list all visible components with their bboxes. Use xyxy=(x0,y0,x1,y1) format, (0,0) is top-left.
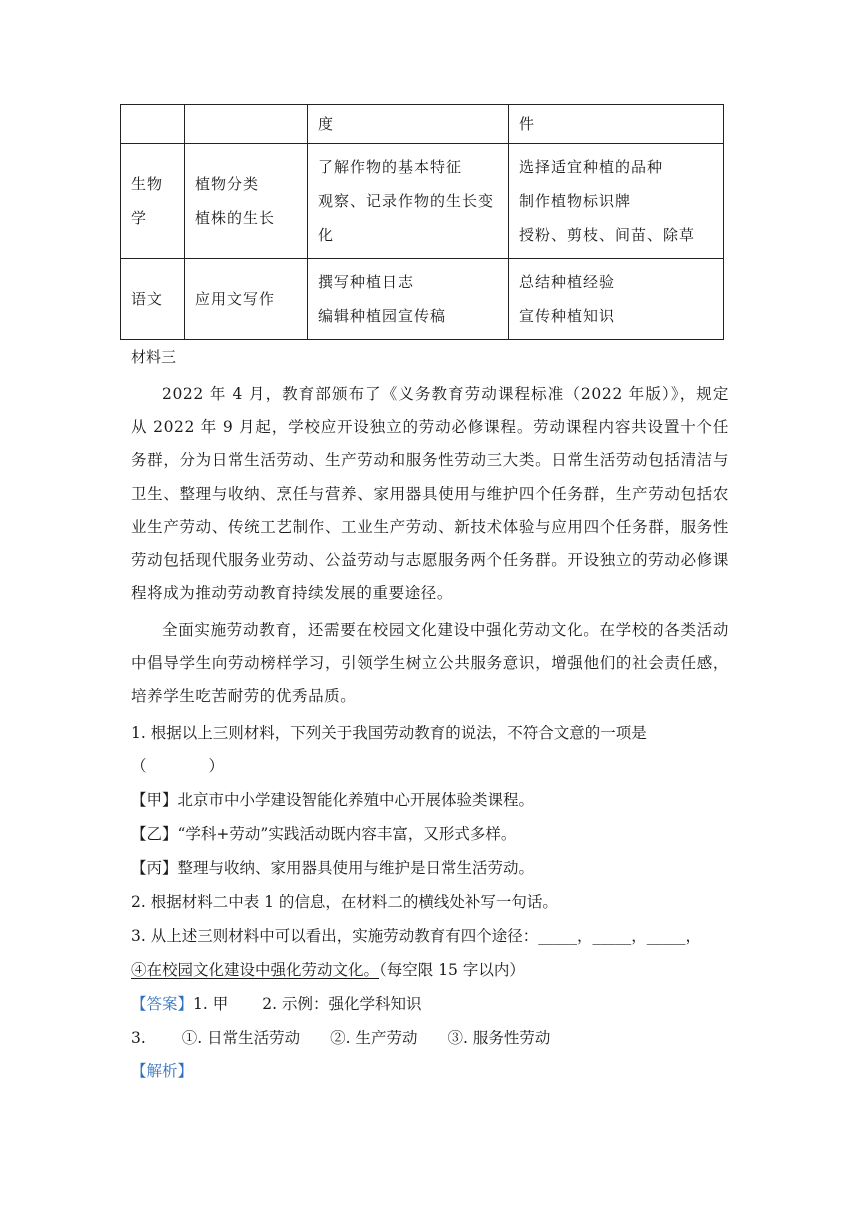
table-cell xyxy=(308,259,509,340)
answer-label: 【答案】 xyxy=(131,995,194,1013)
cell-text: 编辑种植园宣传稿 xyxy=(318,307,447,325)
cell-text: 植物分类 xyxy=(195,175,260,193)
material-heading: 材料三 xyxy=(131,348,177,366)
question-2: 2. 根据材料二中表 1 的信息，在材料二的横线处补写一句话。 xyxy=(131,893,558,911)
cell-text: 植株的生长 xyxy=(195,209,276,227)
cell-text: 制作植物标识牌 xyxy=(519,192,632,210)
cell-text: 应用文写作 xyxy=(195,290,276,308)
table-cell xyxy=(185,105,308,144)
paragraph xyxy=(131,378,729,610)
question-3-continued xyxy=(131,959,525,981)
question-1: 1. 根据以上三则材料，下列关于我国劳动教育的说法，不符合文意的一项是 xyxy=(131,724,647,742)
option-yi: 【乙】“学科+劳动”实践活动既内容丰富，又形式多样。 xyxy=(131,825,517,843)
question-3: 3. 从上述三则材料中可以看出，实施劳动教育有四个途径：_____，_____，_____， xyxy=(131,927,701,945)
table-row xyxy=(121,259,724,340)
table-cell: 度 xyxy=(308,105,509,144)
option-bing: 【丙】整理与收纳、家用器具使用与维护是日常生活劳动。 xyxy=(131,859,535,877)
table-cell xyxy=(121,105,185,144)
answer-3-number: 3. xyxy=(131,1029,146,1047)
curriculum-table xyxy=(120,104,724,340)
answer-1: 1. 甲 xyxy=(193,995,229,1013)
table-cell-subject: 语文 xyxy=(121,259,185,340)
cell-text: 了解作物的基本特征 xyxy=(318,158,463,176)
table-row xyxy=(121,105,724,144)
table-cell xyxy=(185,144,308,259)
option-jia: 【甲】北京市中小学建设智能化养殖中心开展体验类课程。 xyxy=(131,791,535,809)
cell-text: 化 xyxy=(318,226,335,244)
answer-2: 2. 示例：强化学科知识 xyxy=(262,995,422,1013)
table-cell xyxy=(509,144,724,259)
answer-3-blank-3: ③. 服务性劳动 xyxy=(447,1029,551,1047)
cell-text: 撰写种植日志 xyxy=(318,273,415,291)
answer-line-3 xyxy=(131,1027,550,1049)
table-cell xyxy=(308,144,509,259)
table-row xyxy=(121,144,724,259)
table-cell: 件 xyxy=(509,105,724,144)
answer-3-blank-2: ②. 生产劳动 xyxy=(330,1029,418,1047)
question-1-blank: （ ） xyxy=(131,757,225,775)
cell-text: 观察、记录作物的生长变 xyxy=(318,192,495,210)
analysis-label: 【解析】 xyxy=(131,1062,194,1080)
table-cell-subject: 生物学 xyxy=(121,144,185,259)
cell-text: 宣传种植知识 xyxy=(519,307,616,325)
cell-text: 总结种植经验 xyxy=(519,273,616,291)
paragraph xyxy=(131,614,729,714)
answer-3-blank-1: ①. 日常生活劳动 xyxy=(181,1029,301,1047)
table-cell xyxy=(509,259,724,340)
answer-line-1 xyxy=(131,993,421,1015)
paragraph-text: 2022 年 4 月，教育部颁布了《义务教育劳动课程标准（2022 年版）》，规定从 2022 年 9 月起，学校应开设独立的劳动必修课程。劳动课程内容共设置十个任务群，分为日常生活劳动、生产劳动和服务性劳动三大类。日常生活劳动包括清洁与卫生、整理与收纳、烹任与营养、家用器具使用与维护四个任务群，生产劳动包括农业生产劳动、传统工艺制作、工业生产劳动、新技术体验与应用四个任务群，服务性劳动包括现代服务业劳动、公益劳动与志愿服务两个任务群。开设独立的劳动必修课程将成为推动劳动教育持续发展的重要途径。 xyxy=(131,385,729,603)
paragraph-text: 全面实施劳动教育，还需要在校园文化建设中强化劳动文化。在学校的各类活动中倡导学生向劳动榜样学习，引领学生树立公共服务意识，增强他们的社会责任感，培养学生吃苦耐劳的优秀品质。 xyxy=(131,621,729,706)
table-cell xyxy=(185,259,308,340)
limit-note: （每空限 15 字以内） xyxy=(379,961,525,979)
cell-text: 授粉、剪枝、间苗、除草 xyxy=(519,226,696,244)
cell-text: 选择适宜种植的品种 xyxy=(519,158,664,176)
underlined-text: ④在校园文化建设中强化劳动文化。 xyxy=(131,961,380,979)
